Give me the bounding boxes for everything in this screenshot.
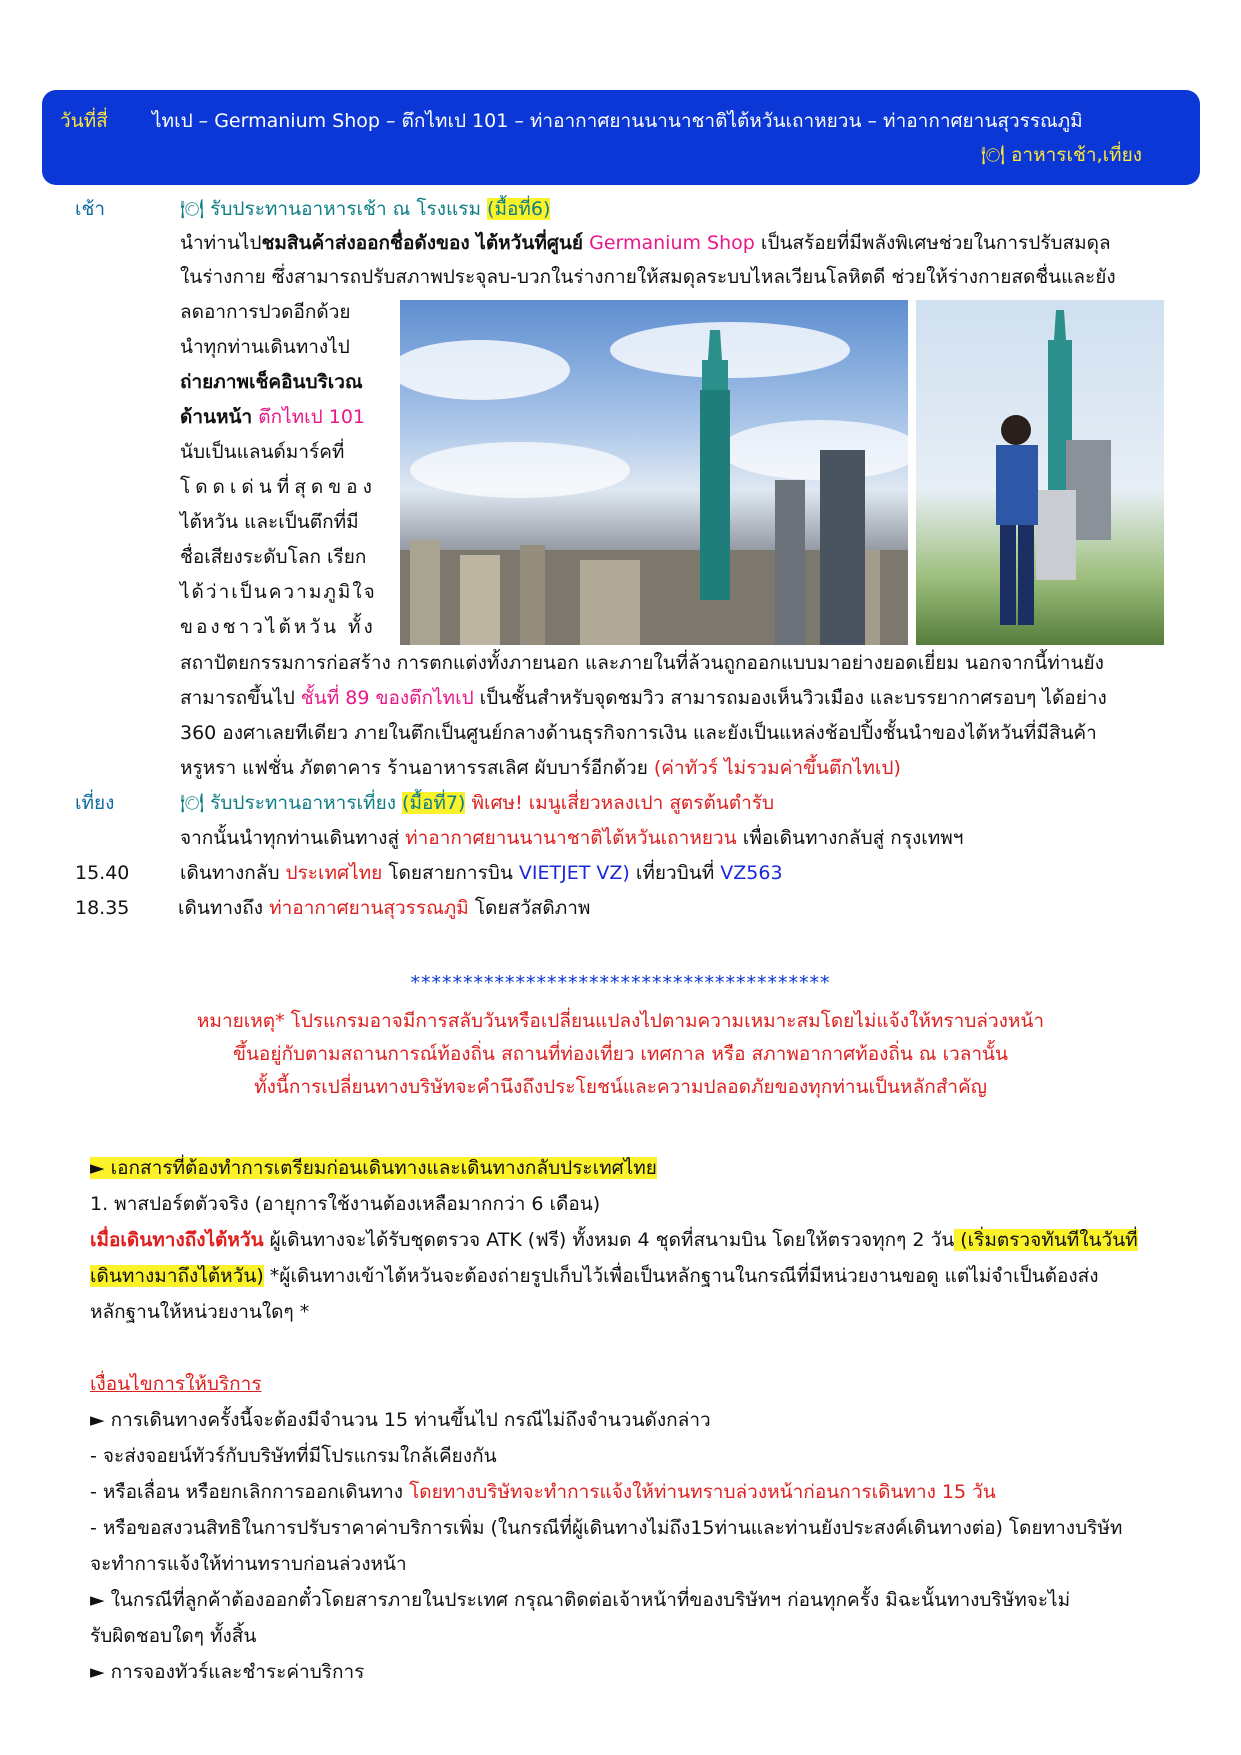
text-highlight: เดินทางมาถึงไต้หวัน) xyxy=(90,1265,264,1287)
lunch-line xyxy=(180,786,774,820)
col-line-7: ไต้หวัน และเป็นตึกที่มี xyxy=(180,511,359,533)
note-line-3: ทั้งนี้การเปลี่ยนทางบริษัทจะคำนึงถึงประโยชน์และความปลอดภัยของทุกท่านเป็นหลักสำคัญ xyxy=(254,1076,987,1098)
breakfast-meal-no: (มื้อที่6) xyxy=(487,198,551,220)
on-arrival-label: เมื่อเดินทางถึงไต้หวัน xyxy=(90,1229,264,1251)
morning-para-1: สถาปัตยกรรมการก่อสร้าง การตกแต่งทั้งภายนอก และภายในที่ล้วนถูกออกแบบมาอย่างยอดเยี่ยม นอกจากนี้ท่านยัง xyxy=(180,652,1104,674)
col-line-3: ถ่ายภาพเช็คอินบริเวณ xyxy=(180,371,363,393)
text-red: โดยทางบริษัทจะทำการแจ้งให้ท่านทราบล่วงหน้าก่อนการเดินทาง 15 วัน xyxy=(403,1481,996,1503)
docs-heading-row xyxy=(90,1150,657,1186)
text: เป็นชั้นสำหรับจุดชมวิว สามารถมองเห็นวิวเมือง และบรรยากาศรอบๆ ได้อย่าง xyxy=(473,687,1107,709)
note-line-1: หมายเหตุ* โปรแกรมอาจมีการสลับวันหรือเปลี่ยนแปลงไปตามความเหมาะสมโดยไม่แจ้งให้ทราบล่วงหน้า xyxy=(196,1010,1045,1032)
text: โดยสายการบิน xyxy=(382,862,513,884)
col-line-5: นับเป็นแลนด์มาร์คที่ xyxy=(180,441,345,463)
col-line-4 xyxy=(180,400,365,434)
morning-line-1 xyxy=(180,226,1111,260)
traveler-with-taipei-101-photo xyxy=(916,300,1164,645)
time-morning: เช้า xyxy=(75,198,106,220)
conditions-line-1: ► การเดินทางครั้งนี้จะต้องมีจำนวน 15 ท่านขึ้นไป กรณีไม่ถึงจำนวนดังกล่าว xyxy=(90,1409,711,1431)
flight-line-1 xyxy=(180,856,783,890)
breakfast-text: 🍽 รับประทานอาหารเช้า ณ โรงแรม xyxy=(180,198,481,220)
col-line-8: ชื่อเสียงระดับโลก เรียก xyxy=(180,546,367,568)
day-banner xyxy=(42,90,1200,185)
taoyuan-airport-text: ท่าอากาศยานนานาชาติไต้หวันเถาหยวน xyxy=(399,827,737,849)
route-title: ไทเป – Germanium Shop – ตึกไทเป 101 – ท่าอากาศยานนานาชาติไต้หวันเถาหยวน – ท่าอากาศยานสุวรรณภูมิ xyxy=(152,110,1083,132)
skyline-illustration xyxy=(400,300,908,645)
text-highlight: (เริ่มตรวจทันทีในวันที่ xyxy=(954,1229,1138,1251)
text: เดินทางถึง xyxy=(178,897,264,919)
time-noon: เที่ยง xyxy=(75,792,115,814)
text: *ผู้เดินทางเข้าไต้หวันจะต้องถ่ายรูปเก็บไว้เพื่อเป็นหลักฐานในกรณีที่มีหน่วยงานขอดู แต่ไม่จำเป็นต้องส่ง xyxy=(263,1265,1099,1287)
conditions-line-6: ► ในกรณีที่ลูกค้าต้องออกตั๋วโดยสารภายในประเทศ กรุณาติดต่อเจ้าหน้าที่ของบริษัทฯ ก่อนทุกครั้ง มิฉะนั้นทางบริษัทจะไม่ xyxy=(90,1589,1071,1611)
col-line-9: ได้ว่าเป็นความภูมิใจ xyxy=(180,581,377,603)
morning-para-2 xyxy=(180,681,1107,715)
conditions-line-5: จะทำการแจ้งให้ท่านทราบก่อนล่วงหน้า xyxy=(90,1553,407,1575)
flight-number: VZ563 xyxy=(714,862,783,884)
text: เพื่อเดินทางกลับสู่ กรุงเทพฯ xyxy=(736,827,964,849)
meals-summary: 🍽 อาหารเช้า,เที่ยง xyxy=(980,144,1142,166)
text: เดินทางกลับ xyxy=(180,862,280,884)
lunch-text: 🍽 รับประทานอาหารเที่ยง xyxy=(180,792,396,814)
note-line-2: ขึ้นอยู่กับตามสถานการณ์ท้องถิ่น สถานที่ท่องเที่ยว เทศกาล หรือ สภาพอากาศท้องถิ่น ณ เวลานั้น xyxy=(232,1043,1009,1065)
taipei-101-skyline-photo xyxy=(400,300,908,645)
text: หรูหรา แฟชั่น ภัตตาคาร ร้านอาหารรสเลิศ ผับบาร์อีกด้วย xyxy=(180,757,648,779)
separator-stars: **************************************** xyxy=(410,972,831,994)
morning-para-4 xyxy=(180,751,901,785)
text: สามารถขึ้นไป xyxy=(180,687,295,709)
docs-atk-line-2 xyxy=(90,1258,1099,1294)
col-line-6: โดดเด่นที่สุดของ xyxy=(180,476,377,498)
conditions-line-7: รับผิดชอบใดๆ ทั้งสิ้น xyxy=(90,1625,257,1647)
text: เป็นสร้อยที่มีพลังพิเศษช่วยในการปรับสมดุล xyxy=(754,232,1111,254)
docs-heading: ► เอกสารที่ต้องทำการเตรียมก่อนเดินทางและเดินทางกลับประเทศไทย xyxy=(90,1157,657,1179)
suvarnabhumi-text: ท่าอากาศยานสุวรรณภูมิ xyxy=(263,897,469,919)
docs-item-1: 1. พาสปอร์ตตัวจริง (อายุการใช้งานต้องเหลือมากกว่า 6 เดือน) xyxy=(90,1193,601,1215)
conditions-line-3 xyxy=(90,1474,996,1510)
floor-89-text: ชั้นที่ 89 ของตึกไทเป xyxy=(294,687,474,709)
text: จากนั้นนำทุกท่านเดินทางสู่ xyxy=(180,827,400,849)
time-1835: 18.35 xyxy=(75,897,130,919)
text: - หรือเลื่อน หรือยกเลิกการออกเดินทาง xyxy=(90,1481,404,1503)
lunch-special: พิเศษ! เมนูเสี่ยวหลงเปา สูตรต้นตำรับ xyxy=(465,792,775,814)
time-1540: 15.40 xyxy=(75,862,130,884)
docs-atk-line-1 xyxy=(90,1222,1138,1258)
taipei-101-text: ตึกไทเป 101 xyxy=(252,406,366,428)
conditions-line-4: - หรือขอสงวนสิทธิในการปรับราคาค่าบริการเพิ่ม (ในกรณีที่ผู้เดินทางไม่ถึง15ท่านและท่านยังประสงค์เดินทางต่อ) โดยทางบริษัท xyxy=(90,1517,1123,1539)
docs-atk-line-3: หลักฐานให้หน่วยงานใดๆ * xyxy=(90,1301,310,1323)
airline-text: VIETJET VZ) xyxy=(512,862,630,884)
flight-line-2 xyxy=(178,891,590,925)
col-line-2: นำทุกท่านเดินทางไป xyxy=(180,336,350,358)
noon-line-1 xyxy=(180,821,963,855)
text: นำท่านไป xyxy=(180,232,262,254)
text: ผู้เดินทางจะได้รับชุดตรวจ ATK (ฟรี) ทั้งหมด 4 ชุดที่สนามบิน โดยให้ตรวจทุกๆ 2 วัน xyxy=(263,1229,955,1251)
conditions-heading: เงื่อนไขการให้บริการ xyxy=(90,1373,262,1395)
morning-line-2: ในร่างกาย ซึ่งสามารถปรับสภาพประจุลบ-บวกในร่างกายให้สมดุลระบบไหลเวียนโลหิตดี ช่วยให้ร่างกายสดชื่นและยัง xyxy=(180,266,1116,288)
germanium-shop-link-text: Germanium Shop xyxy=(583,232,755,254)
col-line-1: ลดอาการปวดอีกด้วย xyxy=(180,301,351,323)
morning-para-3: 360 องศาเลยทีเดียว ภายในตึกเป็นศูนย์กลางด้านธุรกิจการเงิน และยังเป็นแหล่งช้อปปิ้งชั้นนำของไต้หวันที่มีสินค้า xyxy=(180,722,1097,744)
text: โดยสวัสดิภาพ xyxy=(468,897,591,919)
day-label: วันที่สี่ xyxy=(60,110,108,132)
conditions-line-8: ► การจองทัวร์และชำระค่าบริการ xyxy=(90,1661,365,1683)
breakfast-line xyxy=(180,192,550,226)
person-illustration xyxy=(916,300,1164,645)
text-bold: ด้านหน้า xyxy=(180,406,253,428)
text-bold: ชมสินค้าส่งออกชื่อดังของ ไต้หวันที่ศูนย์ xyxy=(261,232,584,254)
thailand-text: ประเทศไทย xyxy=(279,862,383,884)
col-line-10: ของชาวไต้หวัน ทั้ง xyxy=(180,616,376,638)
text: เที่ยวบินที่ xyxy=(629,862,715,884)
conditions-line-2: - จะส่งจอยน์ทัวร์กับบริษัทที่มีโปรแกรมใกล้เคียงกัน xyxy=(90,1445,497,1467)
lunch-meal-no: (มื้อที่7) xyxy=(402,792,466,814)
price-exclusion-note: (ค่าทัวร์ ไม่รวมค่าขึ้นตึกไทเป) xyxy=(647,757,901,779)
